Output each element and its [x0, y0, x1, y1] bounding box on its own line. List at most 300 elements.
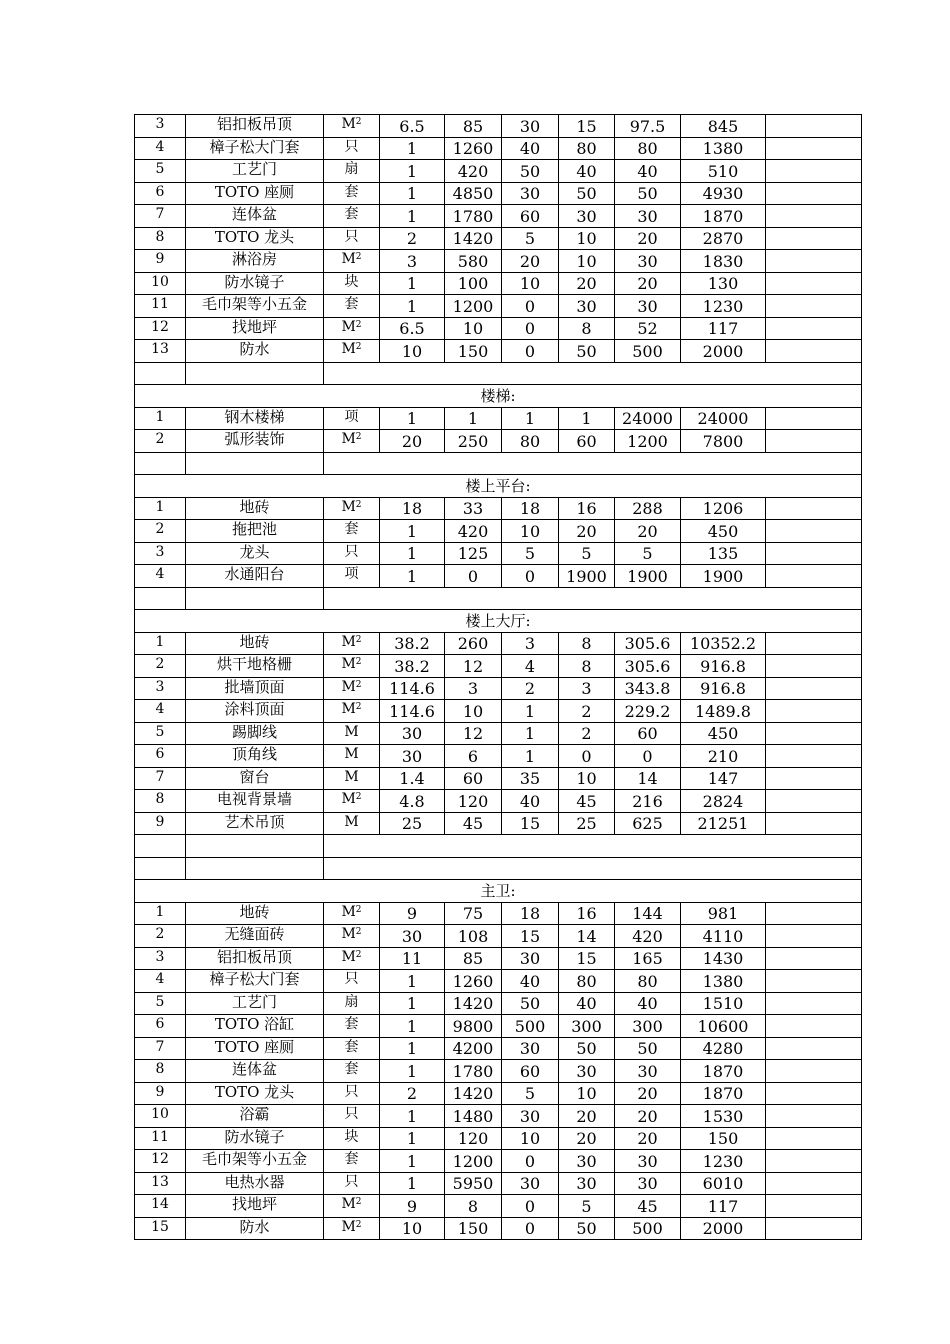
table-row [135, 182, 862, 205]
unit-cell: 项 [324, 565, 380, 588]
material-price-cell: 1780 [445, 205, 502, 228]
material-price-cell: 85 [445, 115, 502, 138]
material-price-cell: 85 [445, 947, 502, 970]
aux-price-cell: 3 [559, 677, 615, 700]
material-price-cell: 1480 [445, 1105, 502, 1128]
aux-price-cell: 10 [559, 227, 615, 250]
table-row [135, 1195, 862, 1218]
total-cell: 1870 [681, 205, 766, 228]
unit-superscript: 2 [355, 342, 362, 352]
material-price-cell: 150 [445, 1217, 502, 1240]
subtotal-cell: 288 [615, 497, 681, 520]
total-cell: 7800 [681, 430, 766, 453]
quantity-cell: 38.2 [380, 655, 445, 678]
material-price-cell: 260 [445, 632, 502, 655]
remarks-cell [766, 925, 862, 948]
quantity-cell: 3 [380, 250, 445, 273]
remarks-cell [766, 1127, 862, 1150]
aux-price-cell: 30 [559, 1150, 615, 1173]
remarks-cell [766, 1037, 862, 1060]
blank-cell [186, 835, 324, 858]
labor-price-cell: 0 [502, 565, 559, 588]
subtotal-cell: 30 [615, 1150, 681, 1173]
quantity-cell: 1 [380, 160, 445, 183]
remarks-cell [766, 947, 862, 970]
row-number-cell: 1 [135, 407, 186, 430]
remarks-cell [766, 1060, 862, 1083]
quantity-cell: 30 [380, 925, 445, 948]
row-number-cell: 6 [135, 1015, 186, 1038]
item-name-cell: TOTO 座厕 [186, 182, 324, 205]
item-name-cell: 防水镜子 [186, 272, 324, 295]
remarks-cell [766, 542, 862, 565]
total-cell: 1380 [681, 970, 766, 993]
total-cell: 1870 [681, 1060, 766, 1083]
quantity-cell: 1 [380, 1015, 445, 1038]
material-price-cell: 1420 [445, 227, 502, 250]
unit-superscript: 2 [355, 499, 362, 510]
remarks-cell [766, 632, 862, 655]
material-price-cell: 10 [445, 317, 502, 340]
subtotal-cell: 165 [615, 947, 681, 970]
subtotal-cell: 500 [615, 340, 681, 363]
remarks-cell [766, 1082, 862, 1105]
row-number-cell: 5 [135, 722, 186, 745]
total-cell: 1870 [681, 1082, 766, 1105]
labor-price-cell: 18 [502, 497, 559, 520]
blank-row [135, 835, 862, 858]
total-cell: 1489.8 [681, 700, 766, 723]
item-name-cell: 防水 [186, 1217, 324, 1240]
total-cell: 2870 [681, 227, 766, 250]
row-number-cell: 4 [135, 970, 186, 993]
row-number-cell: 7 [135, 205, 186, 228]
unit-superscript: 2 [355, 319, 362, 330]
material-price-cell: 12 [445, 722, 502, 745]
labor-price-cell: 30 [502, 1105, 559, 1128]
remarks-cell [766, 520, 862, 543]
remarks-cell [766, 1105, 862, 1128]
table-row [135, 745, 862, 768]
labor-price-cell: 500 [502, 1015, 559, 1038]
item-name-cell: 窗台 [186, 767, 324, 790]
labor-price-cell: 50 [502, 160, 559, 183]
item-name-cell: TOTO 龙头 [186, 227, 324, 250]
table-row [135, 632, 862, 655]
row-number-cell: 11 [135, 295, 186, 318]
quantity-cell: 1 [380, 970, 445, 993]
section-title: 楼梯: [135, 385, 862, 408]
quantity-cell: 10 [380, 340, 445, 363]
subtotal-cell: 20 [615, 272, 681, 295]
total-cell: 510 [681, 160, 766, 183]
subtotal-cell: 1900 [615, 565, 681, 588]
item-name-cell: 无缝面砖 [186, 925, 324, 948]
item-name-cell: 弧形装饰 [186, 430, 324, 453]
item-name-cell: 樟子松大门套 [186, 137, 324, 160]
total-cell: 4930 [681, 182, 766, 205]
aux-price-cell: 14 [559, 925, 615, 948]
row-number-cell: 6 [135, 745, 186, 768]
aux-price-cell: 300 [559, 1015, 615, 1038]
row-number-cell: 2 [135, 655, 186, 678]
blank-cell [186, 452, 324, 475]
aux-price-cell: 20 [559, 1127, 615, 1150]
subtotal-cell: 625 [615, 812, 681, 835]
remarks-cell [766, 430, 862, 453]
blank-row [135, 362, 862, 385]
aux-price-cell: 60 [559, 430, 615, 453]
unit-cell: 项 [324, 407, 380, 430]
labor-price-cell: 0 [502, 295, 559, 318]
aux-price-cell: 25 [559, 812, 615, 835]
aux-price-cell: 0 [559, 745, 615, 768]
aux-price-cell: 5 [559, 542, 615, 565]
labor-price-cell: 18 [502, 902, 559, 925]
item-name-cell: 艺术吊顶 [186, 812, 324, 835]
row-number-cell: 1 [135, 902, 186, 925]
item-name-cell: 铝扣板吊顶 [186, 947, 324, 970]
material-price-cell: 4850 [445, 182, 502, 205]
row-number-cell: 4 [135, 700, 186, 723]
aux-price-cell: 20 [559, 1105, 615, 1128]
aux-price-cell: 30 [559, 1060, 615, 1083]
table-row [135, 992, 862, 1015]
row-number-cell: 1 [135, 632, 186, 655]
quantity-cell: 1 [380, 1127, 445, 1150]
subtotal-cell: 500 [615, 1217, 681, 1240]
remarks-cell [766, 160, 862, 183]
aux-price-cell: 1900 [559, 565, 615, 588]
row-number-cell: 5 [135, 992, 186, 1015]
quantity-cell: 30 [380, 722, 445, 745]
remarks-cell [766, 655, 862, 678]
unit-superscript: 2 [355, 927, 362, 937]
labor-price-cell: 35 [502, 767, 559, 790]
remarks-cell [766, 407, 862, 430]
table-row [135, 137, 862, 160]
subtotal-cell: 305.6 [615, 655, 681, 678]
aux-price-cell: 5 [559, 1195, 615, 1218]
blank-cell [324, 835, 862, 858]
labor-price-cell: 80 [502, 430, 559, 453]
table-row [135, 1060, 862, 1083]
material-price-cell: 420 [445, 520, 502, 543]
unit-cell: 套 [324, 1037, 380, 1060]
subtotal-cell: 50 [615, 1037, 681, 1060]
table-row [135, 295, 862, 318]
unit-cell: $M^2$ [324, 925, 380, 948]
unit-superscript: 2 [355, 1197, 362, 1207]
quantity-cell: 11 [380, 947, 445, 970]
row-number-cell: 8 [135, 790, 186, 813]
aux-price-cell: 40 [559, 992, 615, 1015]
item-name-cell: 连体盆 [186, 205, 324, 228]
unit-cell: 套 [324, 1150, 380, 1173]
quantity-cell: 1 [380, 542, 445, 565]
quantity-cell: 1 [380, 182, 445, 205]
row-number-cell: 10 [135, 1105, 186, 1128]
aux-price-cell: 30 [559, 1172, 615, 1195]
item-name-cell: 龙头 [186, 542, 324, 565]
total-cell: 24000 [681, 407, 766, 430]
total-cell: 210 [681, 745, 766, 768]
item-name-cell: 铝扣板吊顶 [186, 115, 324, 138]
labor-price-cell: 5 [502, 542, 559, 565]
total-cell: 916.8 [681, 677, 766, 700]
unit-superscript: 2 [355, 634, 362, 645]
unit-cell: 只 [324, 1105, 380, 1128]
item-name-cell: 浴霸 [186, 1105, 324, 1128]
quantity-cell: 20 [380, 430, 445, 453]
remarks-cell [766, 677, 862, 700]
aux-price-cell: 10 [559, 767, 615, 790]
total-cell: 4280 [681, 1037, 766, 1060]
aux-price-cell: 50 [559, 1217, 615, 1240]
material-price-cell: 580 [445, 250, 502, 273]
item-name-cell: 钢木楼梯 [186, 407, 324, 430]
unit-cell: M [324, 745, 380, 768]
row-number-cell: 6 [135, 182, 186, 205]
labor-price-cell: 10 [502, 272, 559, 295]
unit-cell: M [324, 812, 380, 835]
material-price-cell: 1 [445, 407, 502, 430]
material-price-cell: 5950 [445, 1172, 502, 1195]
table-row [135, 1105, 862, 1128]
total-cell: 10352.2 [681, 632, 766, 655]
table-row [135, 430, 862, 453]
unit-cell: $M^2$ [324, 497, 380, 520]
labor-price-cell: 30 [502, 947, 559, 970]
subtotal-cell: 14 [615, 767, 681, 790]
remarks-cell [766, 295, 862, 318]
table-row [135, 767, 862, 790]
remarks-cell [766, 790, 862, 813]
item-name-cell: 工艺门 [186, 160, 324, 183]
quantity-cell: 25 [380, 812, 445, 835]
labor-price-cell: 40 [502, 790, 559, 813]
labor-price-cell: 2 [502, 677, 559, 700]
aux-price-cell: 16 [559, 497, 615, 520]
labor-price-cell: 60 [502, 1060, 559, 1083]
quantity-cell: 18 [380, 497, 445, 520]
quantity-cell: 1 [380, 295, 445, 318]
blank-cell [135, 362, 186, 385]
remarks-cell [766, 722, 862, 745]
blank-row [135, 587, 862, 610]
total-cell: 1830 [681, 250, 766, 273]
labor-price-cell: 30 [502, 1037, 559, 1060]
labor-price-cell: 10 [502, 520, 559, 543]
subtotal-cell: 20 [615, 1105, 681, 1128]
table-row [135, 1217, 862, 1240]
subtotal-cell: 20 [615, 520, 681, 543]
blank-cell [186, 587, 324, 610]
remarks-cell [766, 137, 862, 160]
item-name-cell: 找地坪 [186, 1195, 324, 1218]
table-row [135, 947, 862, 970]
table-row [135, 700, 862, 723]
row-number-cell: 13 [135, 1172, 186, 1195]
row-number-cell: 2 [135, 430, 186, 453]
labor-price-cell: 1 [502, 722, 559, 745]
subtotal-cell: 30 [615, 205, 681, 228]
aux-price-cell: 8 [559, 655, 615, 678]
aux-price-cell: 8 [559, 632, 615, 655]
blank-row [135, 857, 862, 880]
subtotal-cell: 20 [615, 1127, 681, 1150]
unit-cell: 只 [324, 227, 380, 250]
material-price-cell: 6 [445, 745, 502, 768]
remarks-cell [766, 812, 862, 835]
item-name-cell: 淋浴房 [186, 250, 324, 273]
remarks-cell [766, 970, 862, 993]
quantity-cell: 38.2 [380, 632, 445, 655]
row-number-cell: 4 [135, 565, 186, 588]
unit-superscript: 2 [355, 679, 362, 690]
subtotal-cell: 40 [615, 992, 681, 1015]
remarks-cell [766, 250, 862, 273]
total-cell: 916.8 [681, 655, 766, 678]
quantity-cell: 9 [380, 902, 445, 925]
subtotal-cell: 5 [615, 542, 681, 565]
table-row [135, 520, 862, 543]
unit-cell: 块 [324, 1127, 380, 1150]
labor-price-cell: 0 [502, 1150, 559, 1173]
subtotal-cell: 144 [615, 902, 681, 925]
quantity-cell: 6.5 [380, 115, 445, 138]
aux-price-cell: 1 [559, 407, 615, 430]
material-price-cell: 1260 [445, 970, 502, 993]
aux-price-cell: 15 [559, 115, 615, 138]
total-cell: 10600 [681, 1015, 766, 1038]
unit-superscript: 2 [355, 949, 362, 960]
labor-price-cell: 20 [502, 250, 559, 273]
item-name-cell: 防水镜子 [186, 1127, 324, 1150]
unit-superscript: 2 [355, 117, 362, 127]
unit-cell: $M^2$ [324, 677, 380, 700]
quantity-cell: 1 [380, 1150, 445, 1173]
labor-price-cell: 30 [502, 115, 559, 138]
quantity-cell: 1 [380, 1037, 445, 1060]
unit-cell: $M^2$ [324, 1217, 380, 1240]
item-name-cell: 防水 [186, 340, 324, 363]
quantity-cell: 1 [380, 565, 445, 588]
row-number-cell: 7 [135, 1037, 186, 1060]
table-row [135, 497, 862, 520]
total-cell: 117 [681, 317, 766, 340]
quantity-cell: 1 [380, 1060, 445, 1083]
material-price-cell: 120 [445, 790, 502, 813]
material-price-cell: 1420 [445, 1082, 502, 1105]
unit-cell: 套 [324, 182, 380, 205]
row-number-cell: 2 [135, 520, 186, 543]
material-price-cell: 108 [445, 925, 502, 948]
material-price-cell: 33 [445, 497, 502, 520]
total-cell: 4110 [681, 925, 766, 948]
unit-cell: 扇 [324, 160, 380, 183]
labor-price-cell: 5 [502, 227, 559, 250]
labor-price-cell: 15 [502, 812, 559, 835]
blank-cell [135, 835, 186, 858]
labor-price-cell: 50 [502, 992, 559, 1015]
table-row [135, 790, 862, 813]
blank-cell [135, 587, 186, 610]
unit-cell: $M^2$ [324, 317, 380, 340]
quantity-cell: 1 [380, 1172, 445, 1195]
subtotal-cell: 30 [615, 295, 681, 318]
table-row [135, 1150, 862, 1173]
unit-cell: $M^2$ [324, 430, 380, 453]
row-number-cell: 9 [135, 250, 186, 273]
unit-superscript: 2 [355, 432, 362, 442]
quantity-cell: 6.5 [380, 317, 445, 340]
labor-price-cell: 40 [502, 970, 559, 993]
material-price-cell: 0 [445, 565, 502, 588]
quantity-cell: 2 [380, 1082, 445, 1105]
material-price-cell: 75 [445, 902, 502, 925]
aux-price-cell: 45 [559, 790, 615, 813]
aux-price-cell: 30 [559, 295, 615, 318]
table-row [135, 250, 862, 273]
unit-cell: $M^2$ [324, 632, 380, 655]
table-row [135, 925, 862, 948]
section-header [135, 475, 862, 498]
quantity-cell: 1.4 [380, 767, 445, 790]
remarks-cell [766, 272, 862, 295]
remarks-cell [766, 700, 862, 723]
total-cell: 450 [681, 722, 766, 745]
total-cell: 2000 [681, 340, 766, 363]
blank-cell [186, 362, 324, 385]
subtotal-cell: 343.8 [615, 677, 681, 700]
labor-price-cell: 0 [502, 340, 559, 363]
quantity-cell: 30 [380, 745, 445, 768]
labor-price-cell: 10 [502, 1127, 559, 1150]
material-price-cell: 9800 [445, 1015, 502, 1038]
total-cell: 21251 [681, 812, 766, 835]
item-name-cell: 樟子松大门套 [186, 970, 324, 993]
total-cell: 2000 [681, 1217, 766, 1240]
total-cell: 1430 [681, 947, 766, 970]
labor-price-cell: 0 [502, 1195, 559, 1218]
remarks-cell [766, 317, 862, 340]
subtotal-cell: 300 [615, 1015, 681, 1038]
unit-superscript: 2 [355, 1219, 362, 1230]
material-price-cell: 125 [445, 542, 502, 565]
item-name-cell: 工艺门 [186, 992, 324, 1015]
table-row [135, 1037, 862, 1060]
remarks-cell [766, 1195, 862, 1218]
unit-cell: 扇 [324, 992, 380, 1015]
subtotal-cell: 30 [615, 1060, 681, 1083]
item-name-cell: 电热水器 [186, 1172, 324, 1195]
remarks-cell [766, 565, 862, 588]
section-title: 主卫: [135, 880, 862, 903]
subtotal-cell: 216 [615, 790, 681, 813]
unit-cell: 块 [324, 272, 380, 295]
aux-price-cell: 20 [559, 272, 615, 295]
aux-price-cell: 20 [559, 520, 615, 543]
row-number-cell: 10 [135, 272, 186, 295]
remarks-cell [766, 1217, 862, 1240]
labor-price-cell: 3 [502, 632, 559, 655]
aux-price-cell: 2 [559, 722, 615, 745]
total-cell: 6010 [681, 1172, 766, 1195]
quantity-cell: 1 [380, 137, 445, 160]
table-row [135, 565, 862, 588]
unit-superscript: 2 [355, 904, 362, 915]
